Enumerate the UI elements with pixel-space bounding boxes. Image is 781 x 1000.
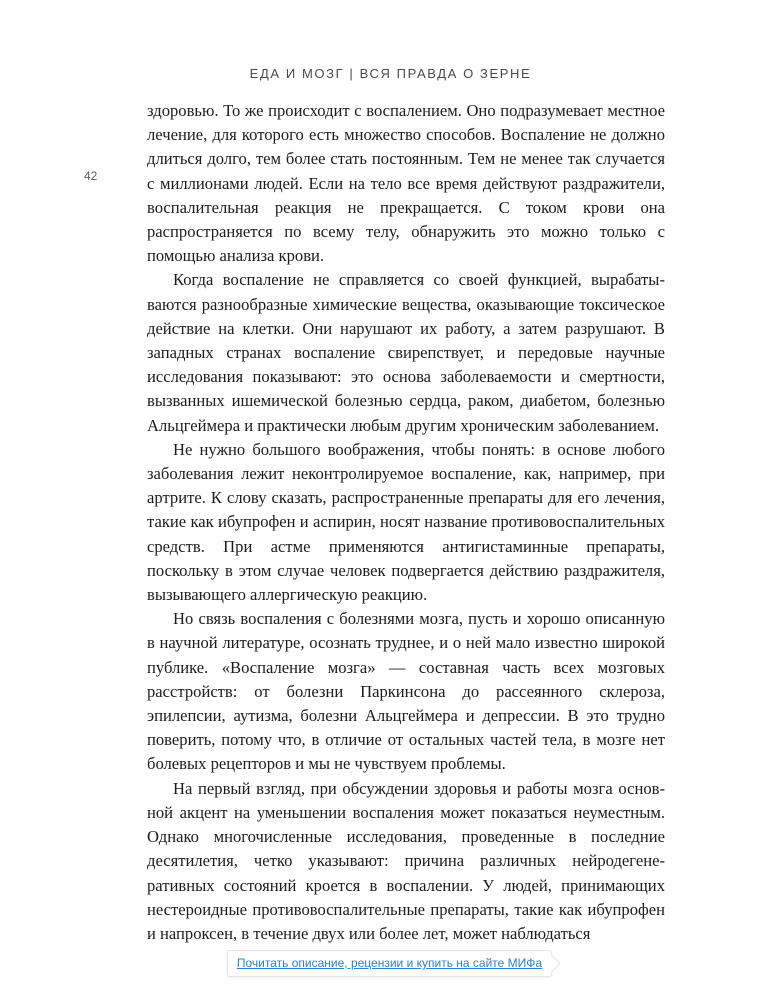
purchase-link[interactable]: Почитать описание, рецензии и купить на сайте МИФа: [236, 956, 543, 970]
page-number: 42: [84, 169, 98, 183]
footer-banner: [227, 950, 552, 977]
paragraph: Но связь воспаления с болезнями мозга, пусть и хорошо описанную в научной литературе, осознать труднее, и о ней мало известно широкой публике. «Воспаление мозга» — составная часть всех мозговых расстройств: от болезни Паркинсона до рассеянного склероза, эпилепсии, аутизма, болезни Альцгеймера и депрессии. В это трудно поверить, потому что, в отличие от остальных частей тела, в мозге нет болевых рецепторов и мы не чувствуем проблемы.: [147, 609, 665, 774]
paragraph: Не нужно большого воображения, чтобы понять: в основе любого заболевания лежит неконтролируемое воспаление, как, например, при артрите. К слову сказать, распространенные препараты для его лечения, такие как ибупрофен и аспирин, носят название противовоспалительных средств. При астме применяются антигистаминные препараты, поскольку в этом случае человек подвергается действию раздражителя, вызывающего аллергическую реакцию.: [147, 439, 665, 605]
paragraph: Когда воспаление не справляется со своей функцией, вырабатываются разнообразные химические вещества, оказывающие токсическое действие на клетки. Они нарушают их работу, а затем разрушают. В западных странах воспаление свирепствует, и передовые научные исследования показывают: это основа заболеваемости и смертности, вызванных ишемической болезнью сердца, раком, диабетом, болезнью Альцгеймера и практически любым другим хроническим заболеванием.: [147, 270, 665, 435]
running-head: ЕДА И МОЗГ | ВСЯ ПРАВДА О ЗЕРНЕ: [249, 66, 532, 81]
paragraph: На первый взгляд, при обсуждении здоровья и работы мозга основной акцент на уменьшении воспаления может показаться неуместным. Однако многочисленные исследования, проведенные в последние десятилетия, четко указывают: причина различных нейродегенеративных состояний кроется в воспалении. У людей, принимающих нестероидные противовоспалительные препараты, такие как ибупрофен и напроксен, в течение двух или более лет, может наблюдаться: [147, 778, 665, 943]
body-text: [147, 99, 665, 946]
paragraph: здоровью. То же происходит с воспалением. Оно подразумевает местное лечение, для которого есть множество способов. Воспаление не должно длиться долго, тем более стать постоянным. Тем не менее так случается с миллионами людей. Если на тело все время действуют раздражители, воспалительная реакция не прекращается. С током крови она распространяется по всему телу, обнаружить это можно только с помощью анализа крови.: [147, 101, 665, 266]
